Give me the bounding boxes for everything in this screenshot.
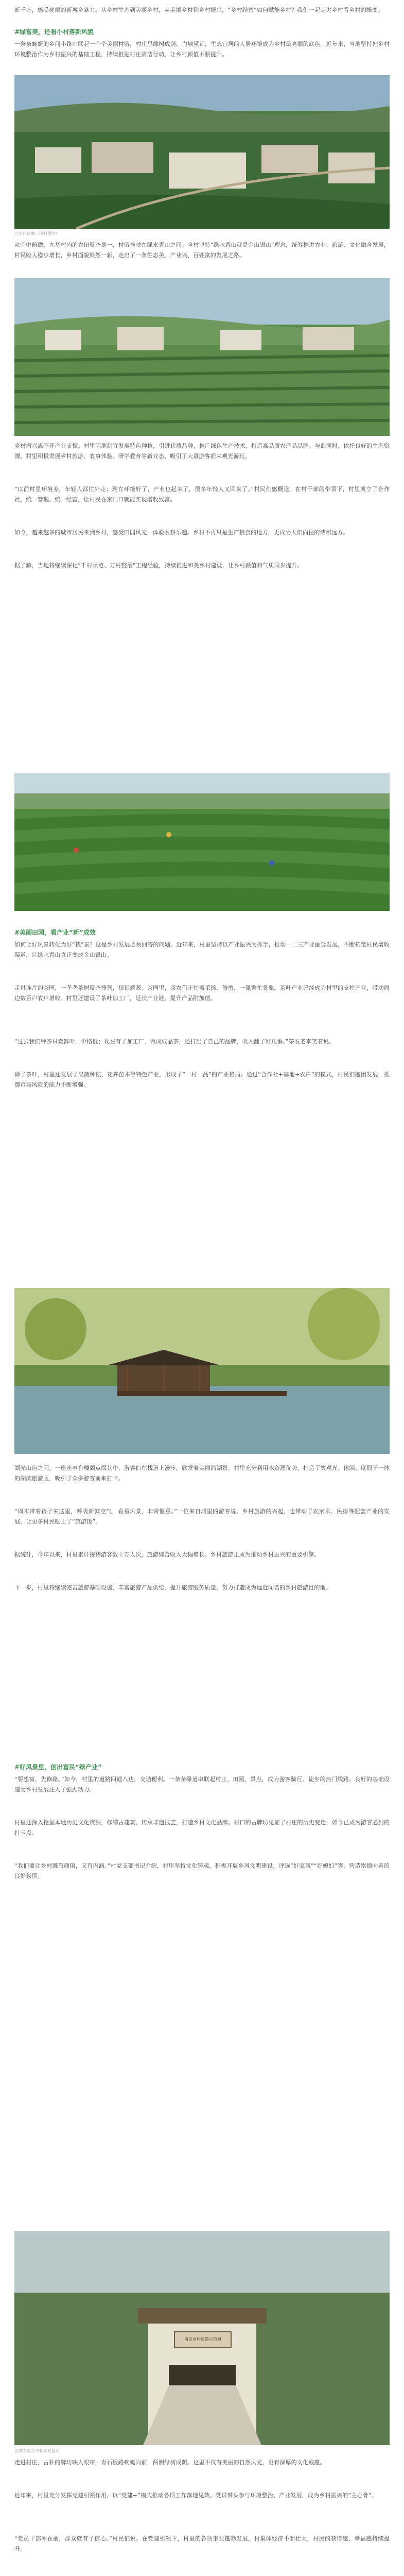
section-4-paragraph-1: 湖光山色之间，一座座亭台楼阁点缀其中，游客们在栈道上漫步，欣赏着美丽的湖景。村里充分利用水资源优势，打造了集观光、休闲、度假于一体的湖滨旅游区，吸引了众多游客前来打卡。 xyxy=(14,1465,390,1482)
section-2-paragraph-1: 乡村振兴离不开产业支撑。村里因地制宜发展特色种植，引进优质品种，推广绿色生产技术，打造高品质农产品品牌。与此同时，依托良好的生态资源，村里积极发展乡村旅游、农事体验、研学教育等新业态，吸引了大量游客前来观光游玩。 xyxy=(14,443,390,460)
vineyard-village-photo xyxy=(14,278,390,436)
section-2-paragraph-3: 如今，越来越多的城市居民来到乡村，感受田园风光，体验农耕乐趣。乡村不再只是生产粮食的地方，更成为人们向往的诗和远方。 xyxy=(14,529,349,536)
section-6-paragraph-1: 走进村庄，古朴的牌坊映入眼帘，青石板路蜿蜒向前，两侧绿树成荫。这里不仅有美丽的自然风光，更有深厚的文化底蕴。 xyxy=(14,2459,326,2466)
section-3-paragraph-2: 走进连片的茶园，一垄垄茶树整齐排列，郁郁葱葱。茶园里，茶农们正忙着采摘、修剪，一派繁忙景象。茶叶产业已经成为村里的支柱产业，带动周边数百户农户增收。村里还建设了茶叶加工厂，延长产业链，提升产品附加值。 xyxy=(14,985,390,1002)
gate-photo-caption: 江苏省南京市某乡村景点 xyxy=(14,2449,60,2453)
section-5-paragraph-1: “要想富，先修路。”如今，村里的道路四通八达，交通便利。一条条绿道串联起村庄、田园、景点，成为游客骑行、徒步的热门线路。良好的基础设施为乡村发展注入了强劲动力。 xyxy=(14,1776,390,1793)
gate-plaque-text: 南京乡村旅游示范村 xyxy=(174,2331,232,2348)
section-4-paragraph-2: “周末带着孩子来这里，呼吸新鲜空气，看看风景，非常惬意。”一位来自城里的游客说。乡村旅游的兴起，也带动了农家乐、民宿等配套产业的发展，让更多村民吃上了“旅游饭”。 xyxy=(14,1508,390,1525)
lake-pavilion-photo xyxy=(14,1288,390,1454)
section-3-paragraph-1: 如何让好风景转化为好“钱”景？这是乡村发展必须回答的问题。近年来，村里坚持以产业振兴为抓手，推动一二三产业融合发展，不断拓宽村民增收渠道，让绿水青山真正变成金山银山。 xyxy=(14,941,390,958)
section-5-paragraph-2: 村里还深入挖掘本地历史文化资源，修缮古建筑、传承非遗技艺，打造乡村文化品牌。村口的古牌坊见证了村庄的历史变迁，如今已成为游客必到的打卡点。 xyxy=(14,1819,390,1836)
intro-paragraph: 新千万，感受亮丽的新城乡魅力。从乡村生态到美丽乡村，从美丽乡村到乡村振兴，“乡村经营”如何赋能乡村？我们一起走进乡村看乡村的蝶变。 xyxy=(14,7,384,13)
section-heading-1: #绿富美，还看小村落新风貌 xyxy=(14,28,94,36)
section-1-paragraph-2: 从空中俯瞰，九华村内的农田整齐划一，村落掩映在绿水青山之间。全村坚持“绿水青山就是金山银山”理念，统筹推进农业、旅游、文化融合发展，村民收入稳步增长，乡村面貌焕然一新，走出了一条生态美、产业兴、百姓富的发展之路。 xyxy=(14,242,390,259)
section-3-paragraph-3: “过去我们种茶只卖鲜叶，价格低；现在有了加工厂，做成成品茶，还打出了自己的品牌，收入翻了好几番。”茶农老李笑着说。 xyxy=(14,1038,335,1045)
section-6-paragraph-2: 近年来，村里充分发挥党建引领作用，以“党建+”模式推动各项工作落地见效。党员带头参与环境整治、产业发展，成为乡村振兴的“主心骨”。 xyxy=(14,2492,378,2499)
section-2-paragraph-2: “以前村里环境差，年轻人都往外走；现在环境好了，产业也起来了，很多年轻人又回来了。”村民们感慨道。在村干部的带领下，村里成立了合作社，统一管理、统一经营，让村民在家门口就能实现增收致富。 xyxy=(14,486,390,503)
aerial-village-photo xyxy=(14,75,390,229)
section-2-paragraph-4: 据了解，当地将继续深化“千村示范、万村整治”工程经验，持续推进和美乡村建设，让乡村颜值和气质同步提升。 xyxy=(14,562,303,569)
section-heading-2: #美丽田园，看产业“新”成效 xyxy=(14,929,96,936)
section-4-paragraph-4: 下一步，村里将继续完善旅游基础设施，丰富旅游产品供给，提升旅游服务质量，努力打造成为远近闻名的乡村旅游目的地。 xyxy=(14,1584,331,1591)
section-3-paragraph-4: 除了茶叶，村里还发展了果蔬种植、花卉苗木等特色产业，形成了“一村一品”的产业格局。通过“合作社+基地+农户”的模式，村民们抱团发展，抵御市场风险的能力不断增强。 xyxy=(14,1071,390,1088)
section-5-paragraph-3: “我们要让乡村既有颜值，又有内涵。”村党支部书记介绍，村里坚持文化铸魂，积极开展乡风文明建设，评选“好家风”“好媳妇”等，营造崇德向善的良好氛围。 xyxy=(14,1862,390,1879)
aerial-photo-caption: 九华村俯瞰（资料图片） xyxy=(14,231,60,236)
section-4-paragraph-3: 据统计，今年以来，村里累计接待游客数十万人次，旅游综合收入大幅增长。乡村旅游正成为推动乡村振兴的重要引擎。 xyxy=(14,1551,320,1558)
section-heading-3: #好风景里，创出富民“绿产业” xyxy=(14,1764,102,1771)
tea-garden-photo xyxy=(14,773,390,911)
section-1-paragraph-1: 一条条蜿蜒的乡间小路串联起一个个美丽村落，村庄里绿树成荫、白墙黛瓦，生态宜居的人居环境成为乡村最亮丽的底色。近年来，当地坚持把乡村环境整治作为乡村振兴的基础工程，持续推进村庄清洁行动，让乡村颜值不断提升。 xyxy=(14,41,390,58)
section-6-paragraph-3: “党员干部冲在前，群众就有了信心。”村民们说。在党建引领下，村里的各项事业蓬勃发展，村集体经济不断壮大，村民的获得感、幸福感持续提升。 xyxy=(14,2535,390,2552)
